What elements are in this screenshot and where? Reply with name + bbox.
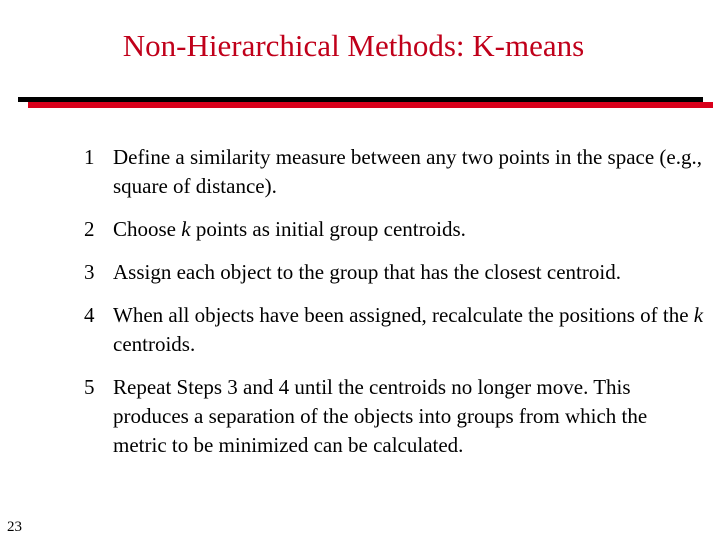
step-item	[84, 301, 704, 359]
step-text	[113, 143, 704, 201]
step-text	[113, 215, 704, 244]
step-text-segment: When all objects have been assigned, recalculate the positions of the	[113, 303, 694, 327]
step-number: 3	[84, 260, 95, 284]
step-text-segment: Choose	[113, 217, 182, 241]
step-variable: k	[181, 217, 191, 241]
step-number: 1	[84, 145, 95, 169]
step-item	[84, 258, 704, 287]
step-text-segment: Repeat Steps 3 and 4 until the centroids no longer move. This produces a separation of the objects into groups from which the metric to be minimized can be calculated.	[113, 375, 648, 457]
step-item	[84, 373, 704, 460]
step-text-segment: centroids.	[113, 332, 196, 356]
step-text-segment: points as initial group centroids.	[190, 217, 466, 241]
step-item	[84, 215, 704, 244]
slide-title: Non-Hierarchical Methods: K-means	[122, 28, 585, 63]
title-divider-red	[28, 102, 713, 108]
page-number: 23	[7, 519, 22, 535]
step-item	[84, 143, 704, 201]
step-variable: k	[693, 303, 704, 327]
step-number: 4	[84, 303, 95, 327]
step-text	[113, 301, 704, 359]
step-text	[113, 258, 704, 287]
step-list	[84, 143, 704, 474]
step-text-segment: Define a similarity measure between any two points in the space (e.g., square of distance).	[113, 145, 702, 198]
step-text	[113, 373, 704, 460]
step-text-segment: Assign each object to the group that has the closest centroid.	[113, 260, 621, 284]
step-number: 2	[84, 217, 95, 241]
step-number: 5	[84, 375, 95, 399]
